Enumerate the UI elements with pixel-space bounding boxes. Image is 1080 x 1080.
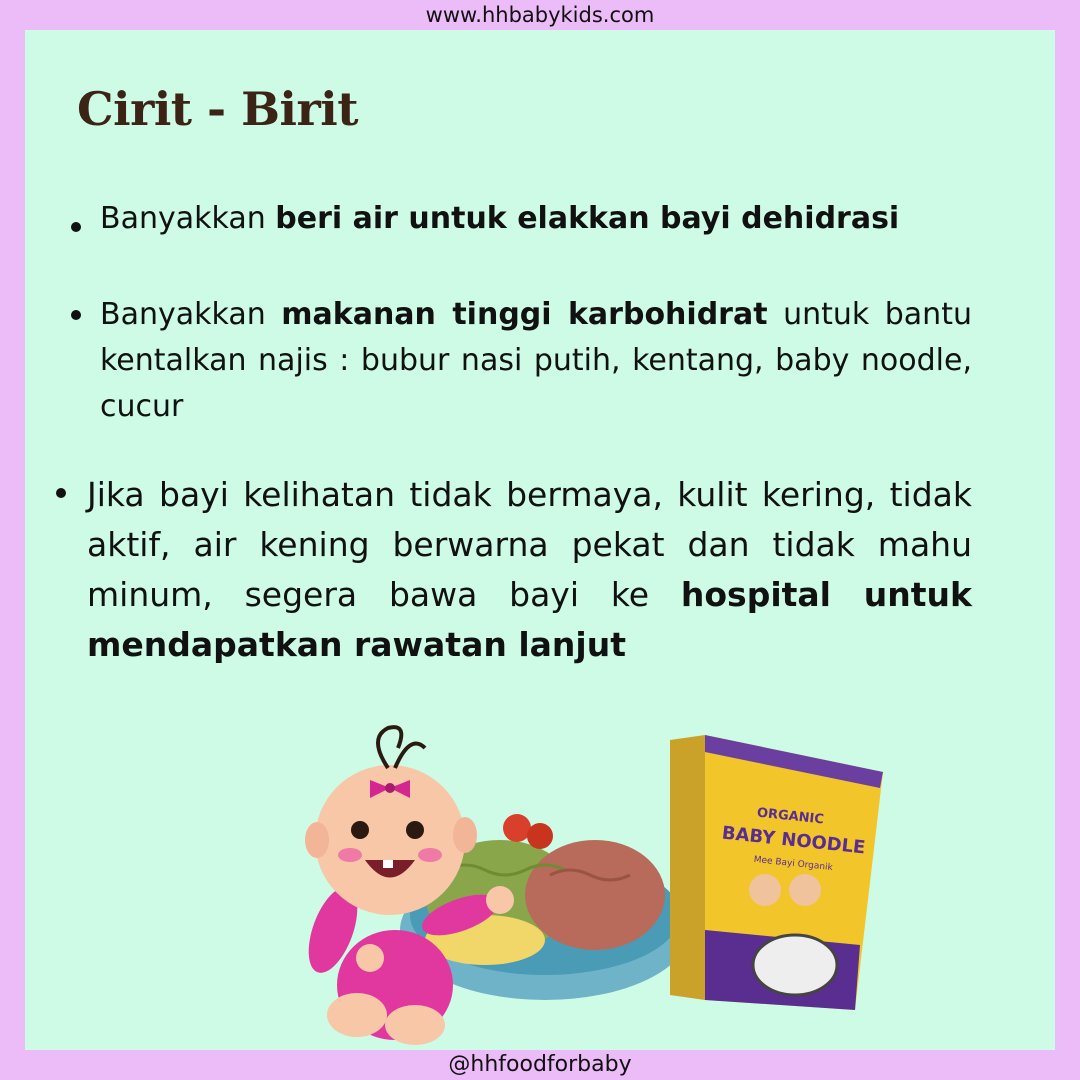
box-line-1: ORGANIC bbox=[756, 805, 825, 828]
bullet-3-text: Jika bayi kelihatan tidak bermaya, kulit kering, tidak aktif, air kening berwarna pekat dan tidak mahu minum, segera bawa bayi ke bbox=[87, 475, 972, 614]
bullet-3-bold: hospital untuk mendapatkan rawatan lanjut bbox=[87, 575, 973, 664]
social-handle: @hhfoodforbaby bbox=[448, 1052, 632, 1077]
baby-noodle-product-box bbox=[670, 735, 883, 1010]
website-url: www.hhbabykids.com bbox=[425, 3, 655, 27]
bullet-2-text: Banyakkan bbox=[100, 297, 282, 332]
box-tag: Mee Bayi Organik bbox=[753, 854, 834, 874]
bullet-dot bbox=[71, 222, 81, 232]
box-line-2: BABY NOODLE bbox=[720, 822, 867, 859]
bullet-2-bold: makanan tinggi karbohidrat bbox=[281, 297, 768, 332]
bullet-1-bold: beri air untuk elakkan bayi dehidrasi bbox=[275, 201, 900, 236]
content-panel bbox=[25, 30, 1055, 1050]
bullet-item-3 bbox=[87, 470, 972, 670]
bullet-item-2 bbox=[100, 292, 972, 430]
bullet-item-1 bbox=[100, 196, 975, 242]
bullet-1-text: Banyakkan bbox=[100, 201, 276, 236]
page-title: Cirit - Birit bbox=[77, 82, 358, 136]
bullet-dot bbox=[56, 488, 66, 498]
bullet-2-post: untuk bantu kentalkan najis : bubur nasi putih, kentang, baby noodle, cucur bbox=[100, 297, 972, 424]
baby-noodle-illustration bbox=[295, 700, 895, 1060]
bullet-dot bbox=[71, 310, 81, 320]
